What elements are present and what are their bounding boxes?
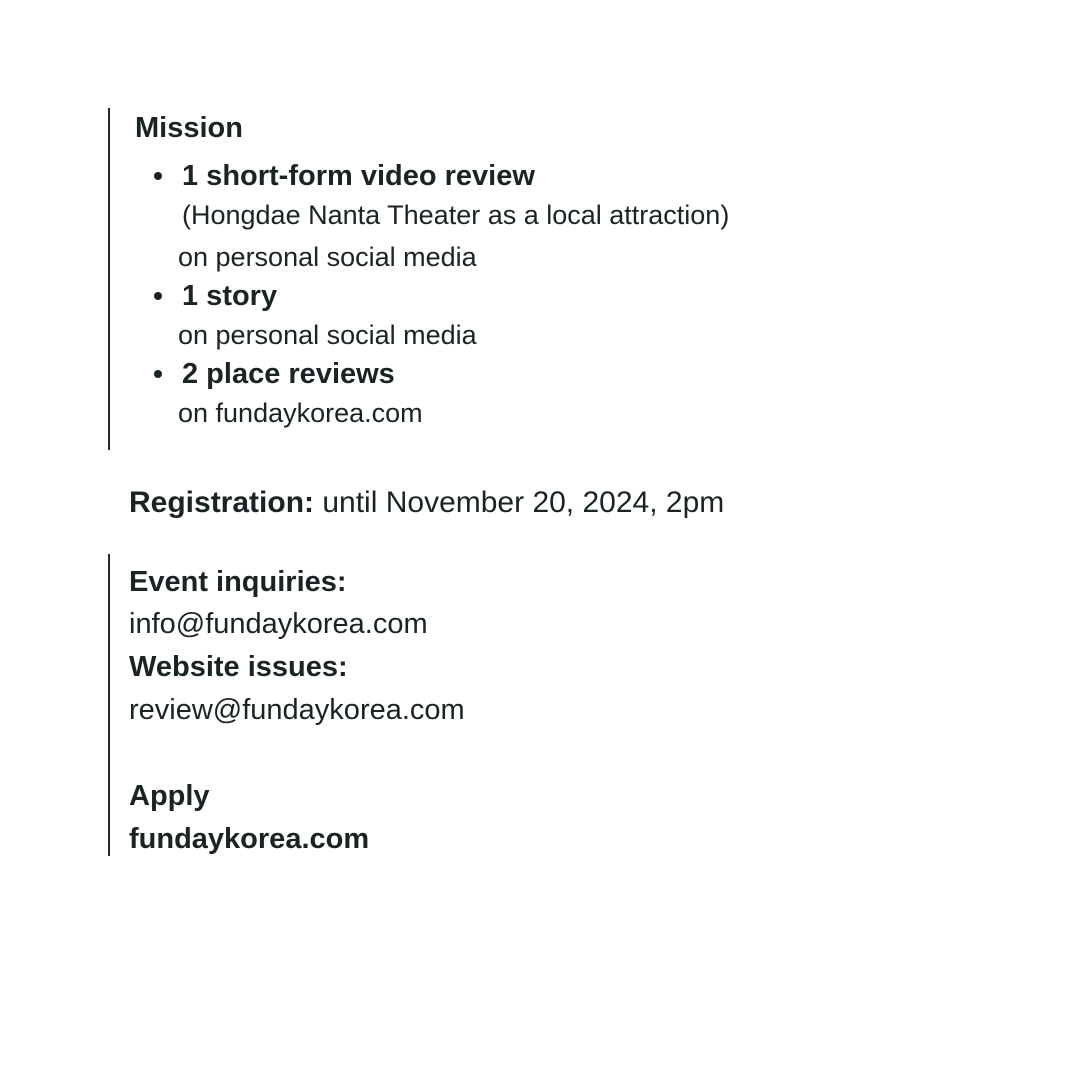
mission-title: Mission xyxy=(135,112,243,144)
event-inquiries-email[interactable]: info@fundaykorea.com xyxy=(129,608,428,640)
apply-label: Apply xyxy=(129,780,210,812)
bullet-icon xyxy=(154,172,162,180)
mission-item-title: 1 story xyxy=(182,280,278,312)
bullet-icon xyxy=(154,370,162,378)
mission-item-subtext: on fundaykorea.com xyxy=(178,398,423,428)
mission-section xyxy=(108,108,910,450)
mission-item-title: 1 short-form video review xyxy=(182,160,535,192)
mission-item-detail: (Hongdae Nanta Theater as a local attraction) xyxy=(182,200,730,230)
event-inquiries-label: Event inquiries: xyxy=(129,566,347,598)
mission-item-title: 2 place reviews xyxy=(182,358,395,390)
mission-list xyxy=(154,158,729,434)
mission-item-subtext: on personal social media xyxy=(178,320,477,350)
website-issues-label: Website issues: xyxy=(129,651,348,683)
mission-item-subtext: on personal social media xyxy=(178,242,477,272)
mission-item-video-review xyxy=(154,158,729,278)
registration-label: Registration: xyxy=(129,486,315,519)
contact-section xyxy=(108,554,910,856)
website-issues-email[interactable]: review@fundaykorea.com xyxy=(129,694,465,726)
apply-website-link[interactable]: fundaykorea.com xyxy=(129,823,370,855)
mission-item-story xyxy=(154,278,729,356)
mission-item-place-reviews xyxy=(154,356,729,434)
registration-info xyxy=(129,484,724,522)
registration-deadline: until November 20, 2024, 2pm xyxy=(314,486,725,519)
bullet-icon xyxy=(154,292,162,300)
